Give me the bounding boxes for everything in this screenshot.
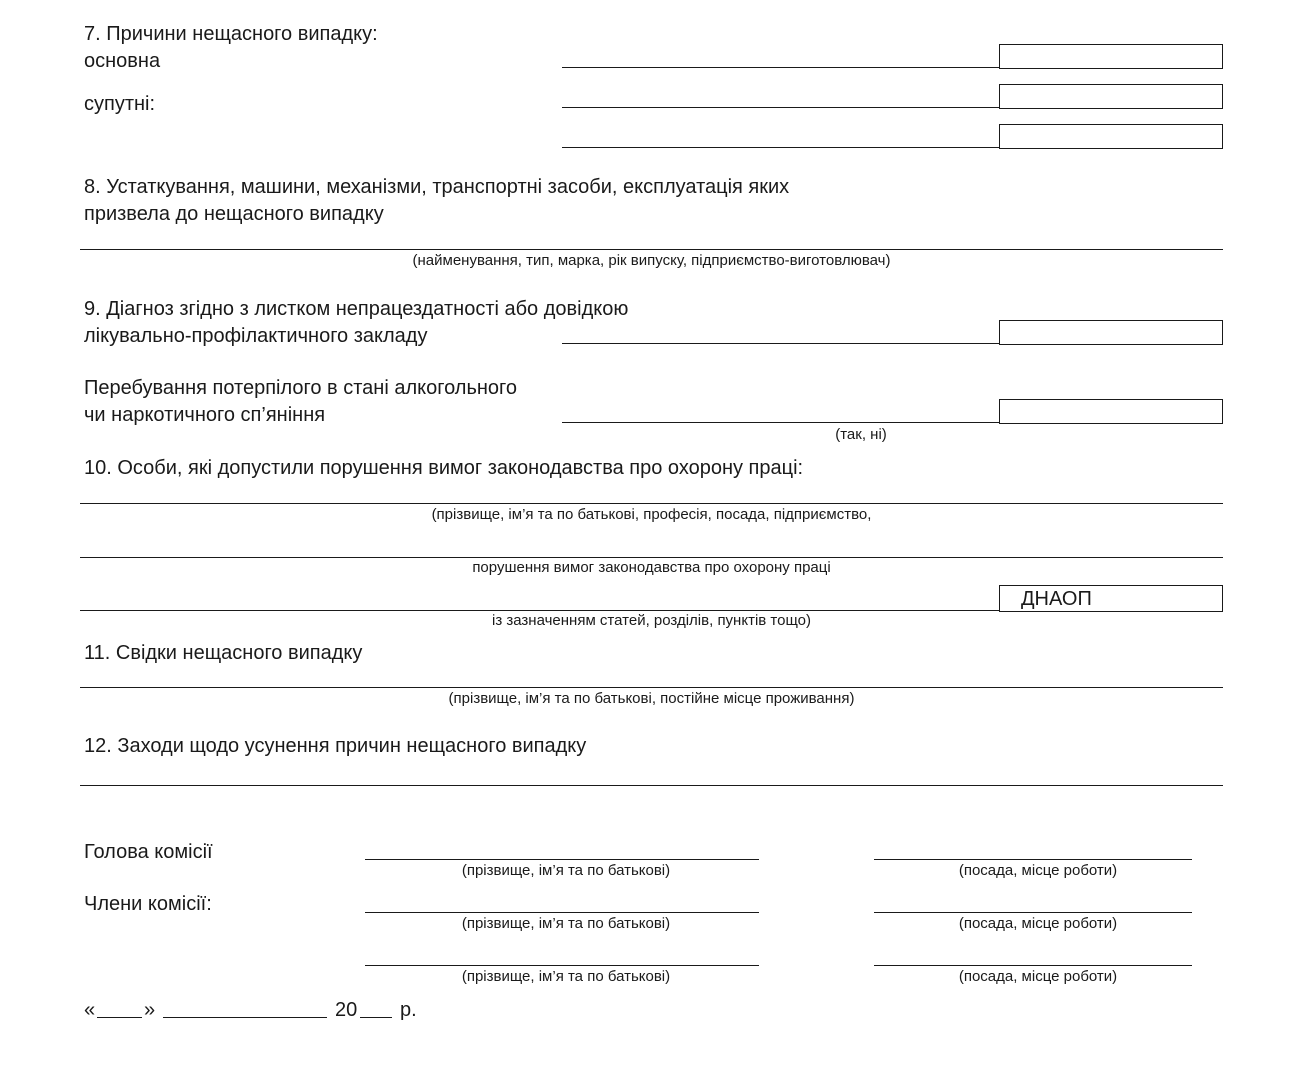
date-day-line[interactable]	[97, 1017, 142, 1018]
violators-hint-1: (прізвище, ім’я та по батькові, професія, посада, підприємство,	[431, 506, 872, 523]
violators-line-3[interactable]	[80, 610, 1000, 611]
main-cause-code-box[interactable]	[999, 44, 1223, 69]
witnesses-line[interactable]	[80, 687, 1223, 688]
alcohol-line[interactable]	[562, 422, 1000, 423]
date-close-quote: »	[144, 999, 156, 1021]
chairman-label: Голова комісії	[84, 841, 213, 863]
witnesses-hint: (прізвище, ім’я та по батькові, постійне місце проживання)	[448, 690, 855, 707]
alcohol-hint: (так, ні)	[835, 426, 887, 443]
secondary-cause-code-box-2[interactable]	[999, 124, 1223, 149]
date-year-prefix: 20	[335, 999, 358, 1021]
date-open-quote: «	[84, 999, 96, 1021]
alcohol-label-line2: чи наркотичного сп’яніння	[84, 404, 326, 426]
section9-title-line2: лікувально-профілактичного закладу	[84, 325, 428, 347]
secondary-cause-line-1[interactable]	[562, 107, 1000, 108]
member1-name-line[interactable]	[365, 912, 759, 913]
section9-title-line1: 9. Діагноз згідно з листком непрацездатності або довідкою	[84, 298, 629, 320]
alcohol-label-line1: Перебування потерпілого в стані алкогольного	[84, 377, 518, 399]
chairman-position-line[interactable]	[874, 859, 1192, 860]
violators-line-2[interactable]	[80, 557, 1223, 558]
date-year-line[interactable]	[360, 1017, 392, 1018]
violators-line-1[interactable]	[80, 503, 1223, 504]
member2-position-hint: (посада, місце роботи)	[958, 968, 1118, 985]
equipment-hint: (найменування, тип, марка, рік випуску, підприємство-виготовлювач)	[412, 252, 891, 269]
violators-hint-3: із зазначенням статей, розділів, пунктів тощо)	[492, 612, 811, 629]
members-label: Члени комісії:	[84, 893, 212, 915]
dnaop-label: ДНАОП	[1021, 588, 1092, 610]
diagnosis-code-box[interactable]	[999, 320, 1223, 345]
measures-line[interactable]	[80, 785, 1223, 786]
section7-title: 7. Причини нещасного випадку:	[84, 23, 378, 45]
member1-position-line[interactable]	[874, 912, 1192, 913]
member2-name-hint: (прізвище, ім’я та по батькові)	[461, 968, 671, 985]
date-year-suffix: р.	[400, 999, 417, 1021]
equipment-line[interactable]	[80, 249, 1223, 250]
date-month-line[interactable]	[163, 1017, 327, 1018]
member1-position-hint: (посада, місце роботи)	[958, 915, 1118, 932]
section8-title-line1: 8. Устаткування, машини, механізми, транспортні засоби, експлуатація яких	[84, 176, 790, 198]
secondary-cause-line-2[interactable]	[562, 147, 1000, 148]
main-cause-line[interactable]	[562, 67, 1000, 68]
section11-title: 11. Свідки нещасного випадку	[84, 642, 363, 664]
alcohol-code-box[interactable]	[999, 399, 1223, 424]
section7-secondary-label: супутні:	[84, 93, 156, 115]
member2-position-line[interactable]	[874, 965, 1192, 966]
section10-title: 10. Особи, які допустили порушення вимог законодавства про охорону праці:	[84, 457, 804, 479]
chairman-name-line[interactable]	[365, 859, 759, 860]
chairman-name-hint: (прізвище, ім’я та по батькові)	[461, 862, 671, 879]
diagnosis-line[interactable]	[562, 343, 1000, 344]
section7-main-label: основна	[84, 50, 161, 72]
section8-title-line2: призвела до нещасного випадку	[84, 203, 384, 225]
section12-title: 12. Заходи щодо усунення причин нещасного випадку	[84, 735, 587, 757]
member2-name-line[interactable]	[365, 965, 759, 966]
violators-hint-2: порушення вимог законодавства про охорону праці	[472, 559, 831, 576]
chairman-position-hint: (посада, місце роботи)	[958, 862, 1118, 879]
member1-name-hint: (прізвище, ім’я та по батькові)	[461, 915, 671, 932]
secondary-cause-code-box-1[interactable]	[999, 84, 1223, 109]
